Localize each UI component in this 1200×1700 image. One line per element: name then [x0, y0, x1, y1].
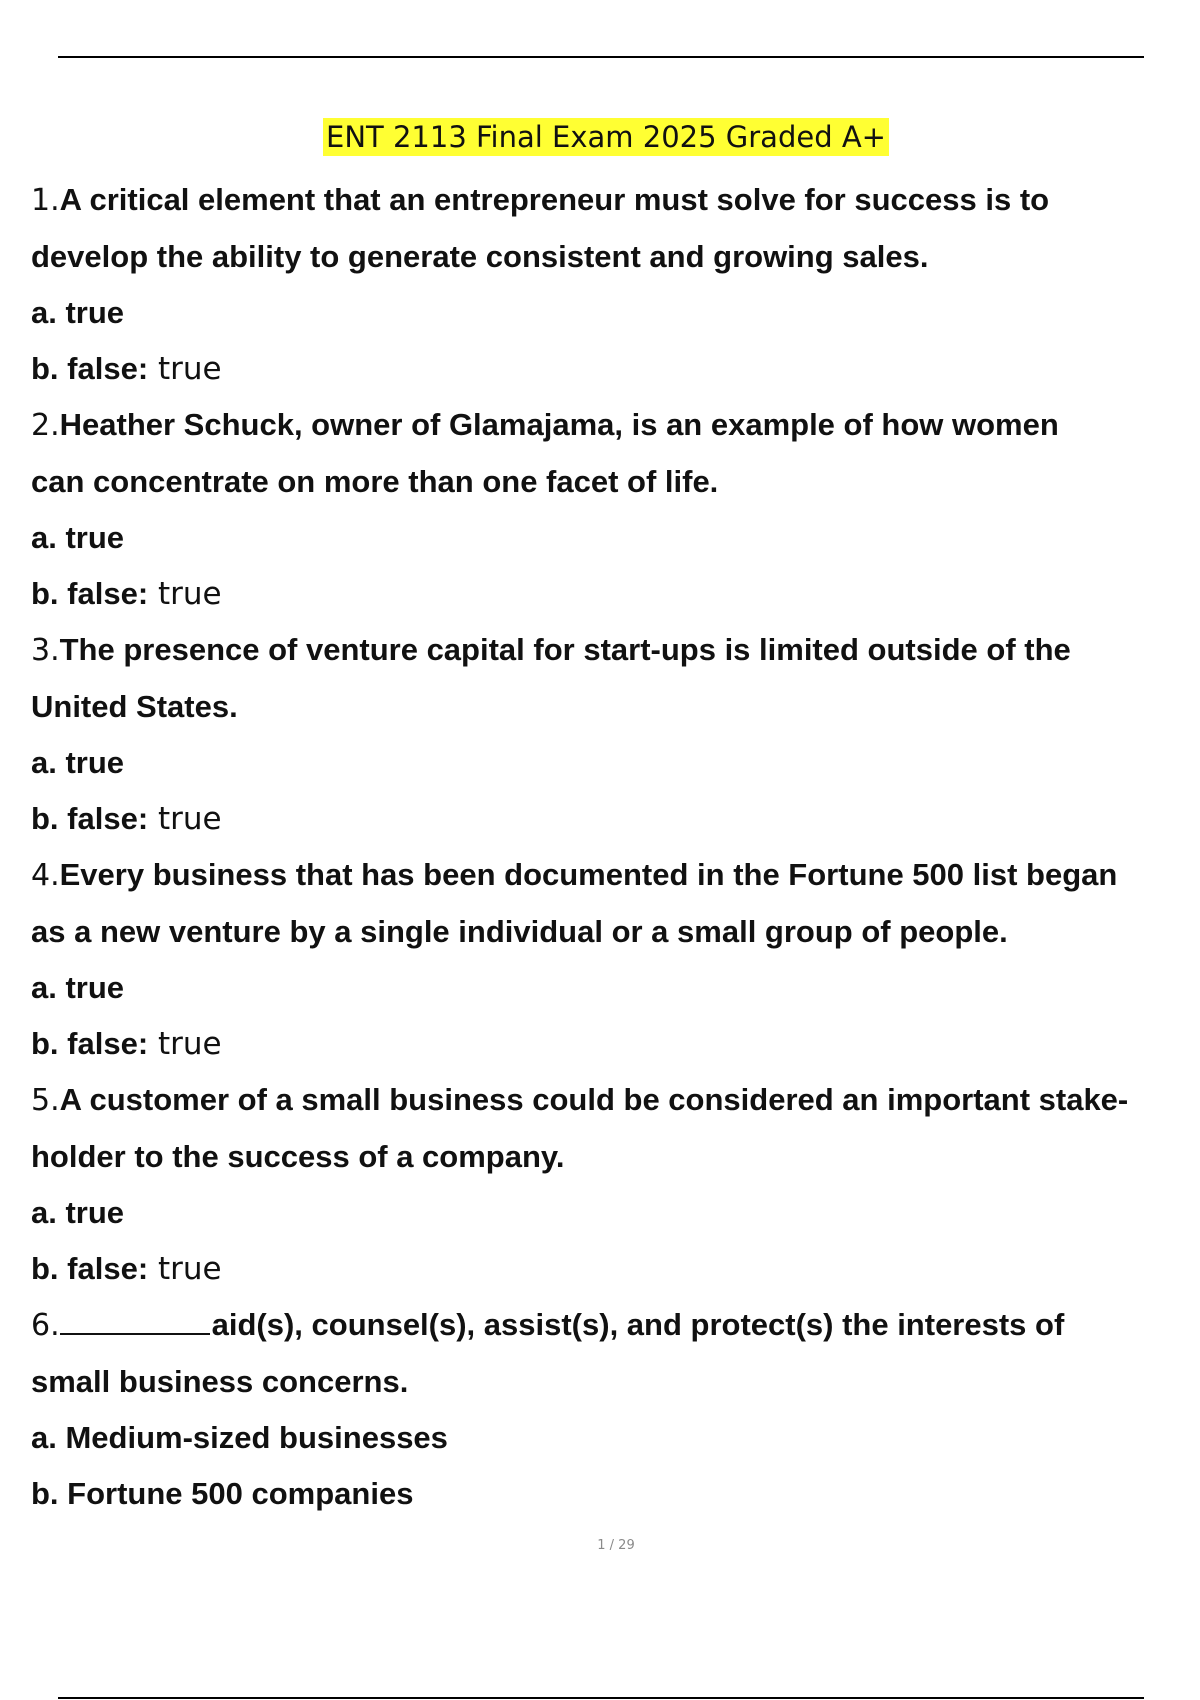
question-text-line2: as a new venture by a single individual or a small group of people. [31, 914, 1008, 949]
answer-text: true [148, 1251, 222, 1287]
option-b [31, 341, 1181, 397]
document-body [31, 118, 1181, 1522]
question-text-line2: United States. [31, 689, 238, 724]
option-b-label: b. false: [31, 1251, 149, 1286]
question-text-line1: aid(s), counsel(s), assist(s), and protect(s) the interests of [211, 1307, 1065, 1342]
bottom-rule [58, 1697, 1144, 1699]
question-text-line1: Every business that has been documented in the Fortune 500 list began [59, 857, 1118, 892]
question-number: 1. [31, 183, 60, 218]
question-6 [31, 1297, 1181, 1410]
question-number: 3. [31, 633, 60, 668]
question-3 [31, 622, 1181, 735]
option-b [31, 566, 1181, 622]
option-a: a. true [31, 745, 125, 780]
option-b-label: b. false: [31, 576, 149, 611]
fill-in-blank [60, 1305, 210, 1335]
option-b [31, 791, 1181, 847]
title-wrap [31, 118, 1181, 162]
question-text-line2: can concentrate on more than one facet of life. [31, 464, 719, 499]
option-b-label: b. Fortune 500 companies [31, 1476, 414, 1511]
answer-text: true [148, 351, 222, 387]
answer-text: true [148, 1026, 222, 1062]
document-title: ENT 2113 Final Exam 2025 Graded A+ [323, 118, 889, 156]
option-a: a. true [31, 520, 125, 555]
question-text-line2: holder to the success of a company. [31, 1139, 565, 1174]
option-a: a. true [31, 295, 125, 330]
page-indicator: 1 / 29 [597, 1538, 635, 1553]
question-4 [31, 847, 1181, 960]
question-5 [31, 1072, 1181, 1185]
option-b-label: b. false: [31, 1026, 149, 1061]
question-text-line1: A customer of a small business could be considered an important stake- [59, 1082, 1129, 1117]
question-number: 2. [31, 408, 60, 443]
answer-text: true [148, 801, 222, 837]
option-a: a. true [31, 1195, 125, 1230]
question-text-line2: small business concerns. [31, 1364, 409, 1399]
option-b-label: b. false: [31, 351, 149, 386]
option-a: a. Medium-sized businesses [31, 1420, 448, 1455]
question-number: 4. [31, 858, 60, 893]
question-1 [31, 172, 1181, 285]
question-text-line1: A critical element that an entrepreneur must solve for success is to [59, 182, 1050, 217]
option-b-label: b. false: [31, 801, 149, 836]
question-text-line1: Heather Schuck, owner of Glamajama, is an example of how women [59, 407, 1059, 442]
option-a: a. true [31, 970, 125, 1005]
top-rule [58, 56, 1144, 58]
question-text-line2: develop the ability to generate consistent and growing sales. [31, 239, 929, 274]
option-b [31, 1241, 1181, 1297]
option-b [31, 1466, 1181, 1522]
question-number: 5. [31, 1083, 60, 1118]
option-b [31, 1016, 1181, 1072]
answer-text: true [148, 576, 222, 612]
question-2 [31, 397, 1181, 510]
question-text-line1: The presence of venture capital for start-ups is limited outside of the [59, 632, 1071, 667]
question-number: 6. [31, 1308, 60, 1343]
